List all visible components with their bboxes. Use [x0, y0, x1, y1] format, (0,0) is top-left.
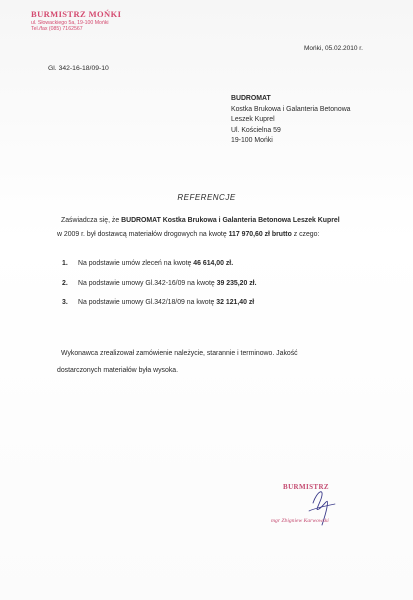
recipient-line: Ul. Kościelna 59	[231, 126, 281, 134]
list-item	[62, 280, 257, 300]
stamp-phone: Tel./fax (085) 7162567	[31, 26, 83, 33]
document-title: REFERENCJE	[177, 193, 236, 202]
stamp-address: ul. Słowackiego 5a, 19-100 Mońki	[31, 19, 109, 26]
list-amount: 46 614,00 zł.	[193, 260, 234, 267]
body-text: w 2009 r. był dostawcą materiałów drogowych na kwotę	[57, 230, 229, 238]
list-item	[62, 299, 257, 319]
header-stamp	[31, 10, 129, 33]
list-description: Na podstawie umowy Gl.342/18/09 na kwotę	[78, 299, 217, 306]
amount-list	[62, 260, 257, 319]
list-text	[78, 299, 254, 319]
company-name: BUDROMAT Kostka Brukowa i Galanteria Betonowa Leszek Kuprel	[121, 217, 340, 224]
reference-number: Gl. 342-16-18/09-10	[48, 65, 109, 72]
list-number: 2.	[62, 279, 68, 287]
closing-line-2: dostarczonych materiałów była wysoka.	[57, 367, 179, 374]
list-amount: 39 235,20 zł.	[216, 279, 257, 287]
recipient-line: Kostka Brukowa i Galanteria Betonowa	[231, 105, 351, 113]
stamp-title: BURMISTRZ MOŃKI	[31, 9, 122, 19]
recipient-name: BUDROMAT	[231, 95, 271, 102]
body-line-1	[57, 214, 387, 228]
signature-stamp	[255, 481, 375, 537]
body-paragraph	[57, 214, 387, 241]
signature-role: BURMISTRZ	[283, 483, 329, 491]
list-description: Na podstawie umów zleceń na kwotę	[78, 260, 194, 267]
total-amount: 117 970,60 zł brutto	[228, 230, 292, 238]
letter-date: Mońki, 05.02.2010 r.	[304, 45, 363, 52]
list-text	[78, 260, 233, 280]
body-text: Zaświadcza się, że	[61, 217, 122, 224]
list-amount: 32 121,40 zł	[216, 299, 255, 306]
recipient-line: 19-100 Mońki	[231, 137, 273, 144]
list-number: 1.	[62, 260, 68, 267]
body-text: z czego:	[291, 230, 320, 238]
signature-name: mgr Zbigniew Karwowski	[271, 518, 329, 524]
list-text	[78, 280, 257, 300]
signature-scribble	[255, 481, 375, 537]
closing-paragraph	[57, 345, 387, 379]
list-number: 3.	[62, 299, 68, 306]
closing-line-1: Wykonawca zrealizował zamówienie należycie, starannie i terminowo. Jakość	[61, 350, 298, 357]
list-description: Na podstawie umowy Gl.342-16/09 na kwotę	[78, 279, 217, 287]
recipient-line: Leszek Kuprel	[231, 116, 275, 123]
list-item	[62, 260, 257, 280]
recipient-address	[231, 94, 351, 147]
body-line-2	[57, 228, 387, 242]
